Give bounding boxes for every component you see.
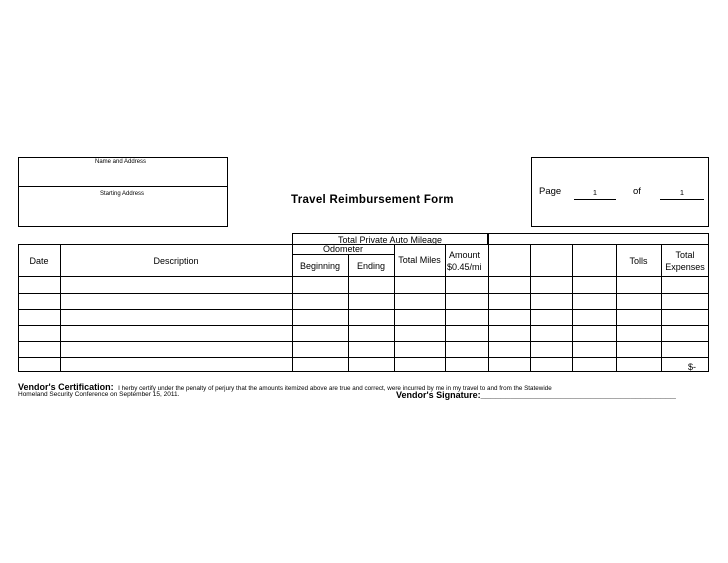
row-line-5 bbox=[18, 357, 709, 358]
col-line-total-miles bbox=[445, 244, 446, 372]
header-row-divider bbox=[18, 276, 709, 277]
odometer-divider bbox=[292, 254, 394, 255]
col-header-description: Description bbox=[153, 256, 199, 266]
row-line-4 bbox=[18, 341, 709, 342]
col-header-amount: Amount bbox=[449, 250, 481, 260]
certification-text-2: Homeland Security Conference on September 15, 2011. bbox=[18, 391, 180, 398]
col-header-beginning: Beginning bbox=[299, 261, 341, 271]
total-expenses-value: $- bbox=[688, 362, 697, 372]
row-line-3 bbox=[18, 325, 709, 326]
col-header-amount-rate: $0.45/mi bbox=[447, 262, 482, 272]
signature-line[interactable]: Vendor's Signature:_______________________________________ bbox=[396, 390, 676, 400]
col-header-total-expenses: Expenses bbox=[665, 262, 705, 272]
col-header-total: Total bbox=[675, 250, 695, 260]
page-total[interactable]: 1 bbox=[679, 188, 685, 197]
row-line-1 bbox=[18, 293, 709, 294]
col-header-tolls: Tolls bbox=[629, 256, 648, 266]
odometer-header: Odometer bbox=[322, 244, 364, 254]
page-number[interactable]: 1 bbox=[592, 188, 598, 197]
certification-label: Vendor's Certification: bbox=[18, 382, 114, 392]
page-label: Page bbox=[539, 186, 562, 197]
of-label: of bbox=[633, 186, 641, 197]
col-line-beginning bbox=[348, 254, 349, 372]
certification-text: I herby certify under the penalty of perjury that the amounts itemized above are true and correct, were incurred by me in my travel to and from the Statewide bbox=[118, 385, 552, 392]
col-line-extra-2 bbox=[572, 244, 573, 372]
address-divider bbox=[18, 186, 228, 187]
form-title: Travel Reimbursement Form bbox=[291, 194, 454, 206]
col-header-total-miles: Total Miles bbox=[398, 255, 441, 265]
col-line-extra-1 bbox=[530, 244, 531, 372]
col-header-date: Date bbox=[29, 256, 49, 266]
row-line-2 bbox=[18, 309, 709, 310]
page-number-underline bbox=[574, 199, 616, 200]
page-total-underline bbox=[660, 199, 704, 200]
mileage-group-header: Total Private Auto Mileage bbox=[337, 235, 443, 245]
col-header-ending: Ending bbox=[356, 261, 386, 271]
name-address-label: Name and Address bbox=[95, 159, 147, 165]
starting-address-label: Starting Address bbox=[100, 191, 145, 197]
col-line-amount bbox=[488, 244, 489, 372]
